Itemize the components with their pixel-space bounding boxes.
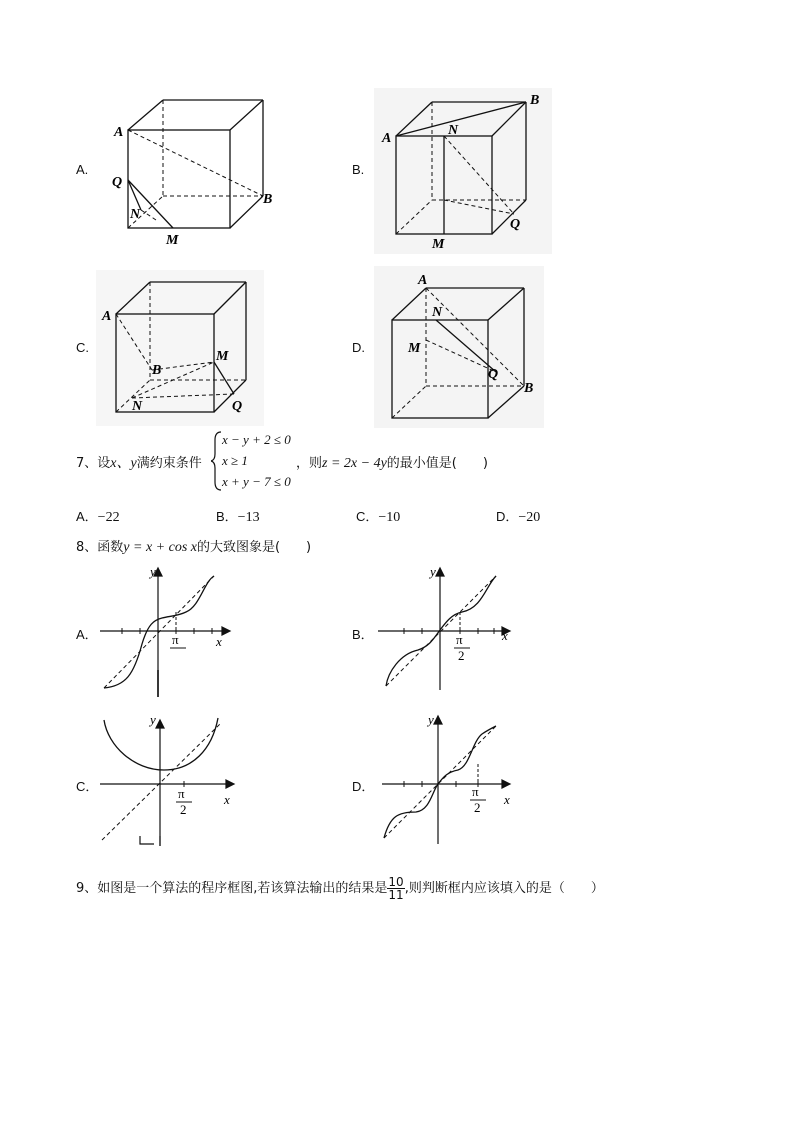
label-A: A bbox=[102, 309, 112, 324]
option-d-label: D. bbox=[352, 340, 365, 355]
label-B: B bbox=[530, 93, 540, 108]
label-A: A bbox=[418, 273, 428, 288]
q7-option-a: A．−22 bbox=[76, 509, 120, 525]
axis-y-label: y bbox=[430, 564, 436, 579]
axis-x-label: x bbox=[224, 792, 230, 807]
q7-option-d: D．−20 bbox=[496, 509, 541, 525]
q7-mid: 满约束条件 bbox=[136, 456, 202, 471]
q9-suffix: ,则判断框内应该填入的是（ ） bbox=[404, 881, 604, 896]
label-B: B bbox=[524, 381, 534, 396]
label-N: N bbox=[448, 123, 459, 138]
label-M: M bbox=[216, 349, 229, 364]
label-N: N bbox=[432, 305, 443, 320]
pi-label: π bbox=[172, 632, 179, 647]
option-b-label: B. bbox=[352, 162, 365, 177]
axis-y-label: y bbox=[150, 712, 156, 727]
q7-prefix: 7、设 bbox=[76, 456, 111, 471]
label-A: A bbox=[114, 125, 124, 140]
q7-vars: x、y bbox=[110, 456, 137, 471]
two-label: 2 bbox=[474, 800, 481, 815]
q7-tail bbox=[296, 452, 488, 472]
axis-x-label: x bbox=[504, 792, 510, 807]
q7-option-b: B．−13 bbox=[216, 509, 260, 525]
two-label: 2 bbox=[458, 648, 465, 663]
pi-label: π bbox=[178, 786, 185, 801]
axis-x-label: x bbox=[216, 634, 222, 649]
label-Q: Q bbox=[232, 399, 243, 414]
q9-prefix: 9、如图是一个算法的程序框图,若该算法输出的结果是 bbox=[76, 881, 388, 896]
q8-stem: 8、函数y = x + cos x的大致图象是( ) bbox=[76, 540, 312, 555]
q7-suffix-pre: ，则 bbox=[296, 456, 323, 471]
pi-label: π bbox=[472, 784, 479, 799]
label-Q: Q bbox=[488, 367, 499, 382]
label-M: M bbox=[408, 341, 421, 356]
axis-x-label: x bbox=[502, 628, 508, 643]
graph-a bbox=[96, 562, 236, 702]
option-c-label: C. bbox=[76, 340, 89, 355]
cube-figure-a bbox=[108, 92, 288, 252]
q7-stem bbox=[76, 452, 202, 472]
label-Q: Q bbox=[112, 175, 123, 190]
pi-label: π bbox=[456, 632, 463, 647]
q7-constraint-2: x ≥ 1 bbox=[222, 453, 248, 468]
axis-y-label: y bbox=[428, 712, 434, 727]
graph-b bbox=[374, 562, 518, 692]
q7-constraint-3: x + y − 7 ≤ 0 bbox=[222, 474, 291, 489]
q9-stem bbox=[76, 876, 604, 901]
q8-option-a-label: A． bbox=[76, 627, 98, 642]
q8-option-c-label: C． bbox=[76, 779, 99, 794]
q7-option-c: C．−10 bbox=[356, 509, 401, 525]
cube-figure-d bbox=[374, 266, 546, 430]
q7-objective: z = 2x − 4y bbox=[322, 456, 387, 471]
cube-figure-c bbox=[96, 270, 266, 428]
q7-constraint-1: x − y + 2 ≤ 0 bbox=[222, 432, 291, 447]
label-A: A bbox=[382, 131, 392, 146]
q8-option-b-label: B． bbox=[352, 627, 374, 642]
q7-suffix-post: 的最小值是( ) bbox=[386, 456, 488, 471]
label-B: B bbox=[263, 192, 273, 207]
q9-fraction: $\frac{10}{11}$ bbox=[388, 875, 404, 902]
axis-y-label: y bbox=[150, 564, 156, 579]
label-Q: Q bbox=[510, 217, 521, 232]
option-a-label: A. bbox=[76, 162, 89, 177]
graph-c bbox=[94, 710, 244, 850]
label-M: M bbox=[432, 237, 445, 252]
cube-figure-b bbox=[374, 88, 554, 256]
label-N: N bbox=[130, 207, 141, 222]
label-M: M bbox=[166, 233, 179, 248]
q8-option-d-label: D． bbox=[352, 779, 375, 794]
label-B: B bbox=[152, 363, 162, 378]
graph-d bbox=[376, 708, 518, 848]
label-N: N bbox=[132, 399, 143, 414]
two-label: 2 bbox=[180, 802, 187, 817]
